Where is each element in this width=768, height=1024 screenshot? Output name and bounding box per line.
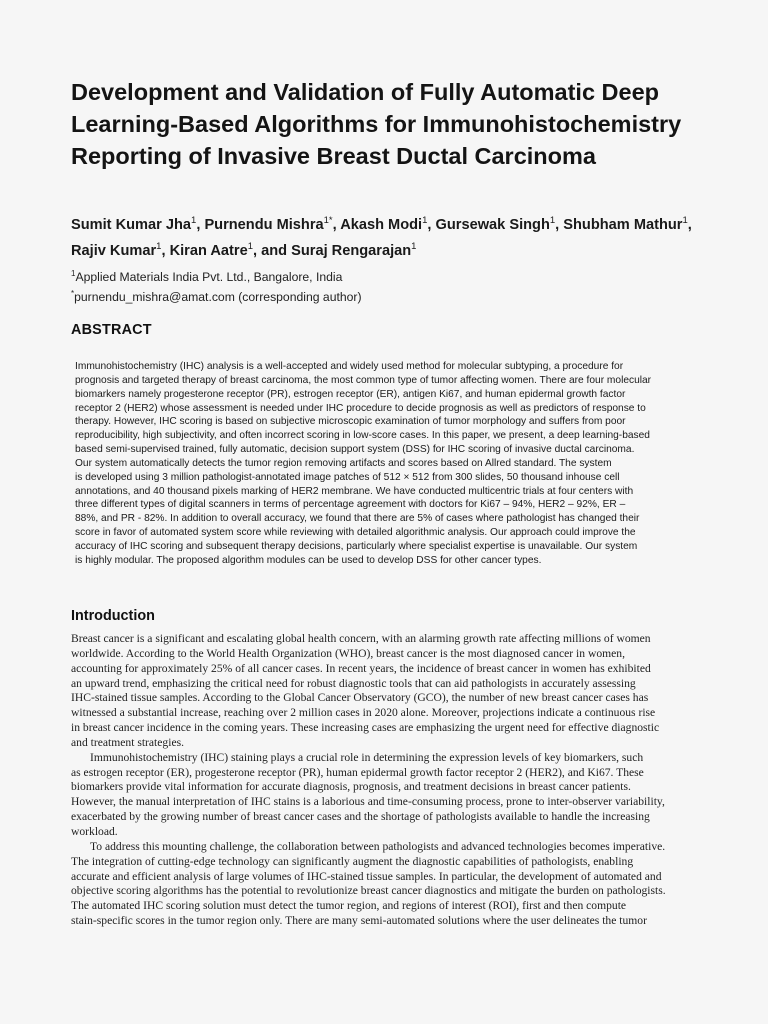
introduction-line: The integration of cutting-edge technology can significantly augment the diagnostic capabilities of pathologists, enabling [71, 854, 634, 868]
author-affiliation-mark: 1 [411, 240, 417, 252]
affiliation-text: Applied Materials India Pvt. Ltd., Bangalore, India [75, 270, 343, 285]
author-affiliation-mark: 1 [422, 215, 428, 226]
introduction-line: objective scoring algorithms has the potential to revolutionize breast cancer diagnostics and mitigate the burden on pathologists. [71, 884, 666, 898]
introduction-line: Immunohistochemistry (IHC) staining plays a crucial role in determining the expression levels of key biomarkers, such [90, 750, 644, 764]
introduction-line: However, the manual interpretation of IHC stains is a laborious and time-consuming process, prone to inter-observer variability, [71, 795, 665, 809]
affiliation-line [71, 266, 711, 286]
abstract-line: therapy. However, IHC scoring is based on subjective microscopic examination of tumor morphology and suffers from poor [75, 416, 626, 428]
abstract-line: accuracy of IHC scoring and subsequent therapy decisions, particularly where specialist expertise is unavailable. Our system [75, 540, 638, 552]
abstract-line: score in favor of automated system score while reviewing with detailed algorithmic analysis. Our approach could improve the [75, 527, 636, 539]
introduction-line: To address this mounting challenge, the collaboration between pathologists and advanced technologies becomes imperative. [90, 839, 666, 853]
introduction-heading: Introduction [71, 608, 155, 624]
author-affiliation-mark: 1 [247, 240, 254, 252]
author-name: Sumit Kumar Jha [71, 216, 192, 233]
introduction-body [71, 632, 699, 929]
introduction-line: in breast cancer incidence in the coming years. These increasing cases are emphasizing the urgent need for effective diagnostic [71, 721, 660, 735]
introduction-line: The automated IHC scoring solution must detect the tumor region, and regions of interest (ROI), first and then compute [71, 899, 627, 913]
abstract-line: 88%, and PR - 82%. In addition to overall accuracy, we found that there are 5% of cases where pathologist has changed their [75, 513, 640, 525]
author-name: Gursewak Singh [435, 216, 550, 233]
affiliation-line [71, 286, 711, 306]
abstract-heading: ABSTRACT [71, 322, 152, 338]
author-affiliation-mark: 1 [156, 240, 162, 252]
author-name: Akash Modi [340, 216, 423, 233]
affiliation-mark: * [71, 288, 75, 298]
introduction-line: witnessed a substantial increase, reaching over 2 million cases in 2020 alone. Moreover, projections indicate a continuous rise [71, 706, 656, 720]
introduction-line: accurate and efficient analysis of large volumes of IHC-stained tissue samples. In particular, the development of automated and [71, 869, 662, 883]
abstract-line: is highly modular. The proposed algorithm modules can be used to develop DSS for other cancer types. [75, 554, 542, 566]
introduction-line: worldwide. According to the World Health Organization (WHO), breast cancer is the most diagnosed cancer in women, [71, 646, 626, 660]
introduction-line: Breast cancer is a significant and escalating global health concern, with an alarming growth rate affecting millions of women [71, 632, 651, 645]
introduction-line: accounting for approximately 25% of all cancer cases. In recent years, the incidence of breast cancer in women has exhibited [71, 661, 651, 675]
author-affiliation-mark: 1 [682, 215, 688, 226]
introduction-line: IHC-stained tissue samples. According to the Global Cancer Observatory (GCO), the number of new breast cancer cases has [71, 691, 649, 705]
author-affiliation-mark: 1 [191, 215, 197, 226]
affiliations [71, 266, 711, 305]
abstract-line: Immunohistochemistry (IHC) analysis is a well-accepted and widely used method for molecular subtyping, a procedure for [75, 361, 624, 372]
abstract-line: reproducibility, high subjectivity, and often incorrect scoring in low-score cases. In this paper, we present, a deep learning-based [75, 430, 650, 442]
author-name: Purnendu Mishra [204, 216, 324, 233]
author-affiliation-mark: 1* [323, 215, 333, 226]
introduction-line: and treatment strategies. [71, 735, 184, 749]
paper-title: Development and Validation of Fully Automatic Deep Learning-Based Algorithms for Immunohistochemistry Reporting of Invasive Breast Ductal Carcinoma [71, 79, 682, 169]
abstract-body [75, 360, 698, 568]
introduction-line: an upward trend, emphasizing the critical need for robust diagnostic tools that can aid pathologists in accurately assessing [71, 676, 636, 690]
author-name: Shubham Mathur [563, 216, 683, 233]
author-name: Kiran Aatre [169, 242, 248, 259]
author-affiliation-mark: 1 [549, 215, 556, 226]
author-name: Suraj Rengarajan [291, 242, 412, 259]
introduction-line: as estrogen receptor (ER), progesterone receptor (PR), human epidermal growth factor receptor 2 (HER2), and Ki67. These [71, 765, 644, 779]
introduction-line: stain-specific scores in the tumor region only. There are many semi-automated solutions where the user delineates the tumor [71, 914, 647, 928]
introduction-line: workload. [71, 824, 118, 838]
abstract-line: biomarkers namely progesterone receptor (PR), estrogen receptor (ER), antigen Ki67, and human epidermal growth factor [75, 388, 626, 400]
abstract-line: receptor 2 (HER2) whose assessment is needed under IHC procedure to decide prognosis as well as predictors of response to [75, 402, 646, 414]
abstract-line: prognosis and targeted therapy of breast carcinoma, the most common type of tumor affecting women. There are four molecular [75, 374, 652, 386]
introduction-line: exacerbated by the growing number of breast cancer cases and the shortage of pathologists available to handle the increasing [71, 810, 650, 824]
introduction-line: biomarkers provide vital information for accurate diagnosis, prognosis, and treatment decisions in breast cancer patients. [71, 780, 631, 794]
abstract-line: three different types of digital scanners in terms of percentage agreement with doctors for Ki67 – 94%, HER2 – 92%, ER – [75, 499, 626, 511]
author-list: Sumit Kumar Jha$^1$, Purnendu Mishra$^{1*}$, Akash Modi$^1$, Gursewak Singh$^1$, Shubham Mathur$^1$, Rajiv Kumar$^1$, Kiran Aatre$^1$, and Suraj Rengarajan$^1$ [71, 215, 692, 259]
abstract-line: annotations, and 40 thousand pixels marking of HER2 membrane. We have conducted multicentric trials at four centers with [75, 485, 634, 497]
affiliation-mark: 1 [71, 269, 76, 278]
author-name: Rajiv Kumar [71, 242, 157, 259]
abstract-line: based semi-supervised trained, fully automatic, decision support system (DSS) for IHC scoring of invasive ductal carcinoma. [75, 444, 635, 456]
abstract-line: Our system automatically detects the tumor region removing artifacts and scores based on Allred standard. The system [75, 457, 612, 469]
affiliation-text: purnendu_mishra@amat.com (corresponding author) [74, 289, 362, 304]
abstract-line: is developed using 3 million pathologist-annotated image patches of 512 × 512 from 300 slides, 50 thousand inhouse cell [75, 471, 620, 483]
